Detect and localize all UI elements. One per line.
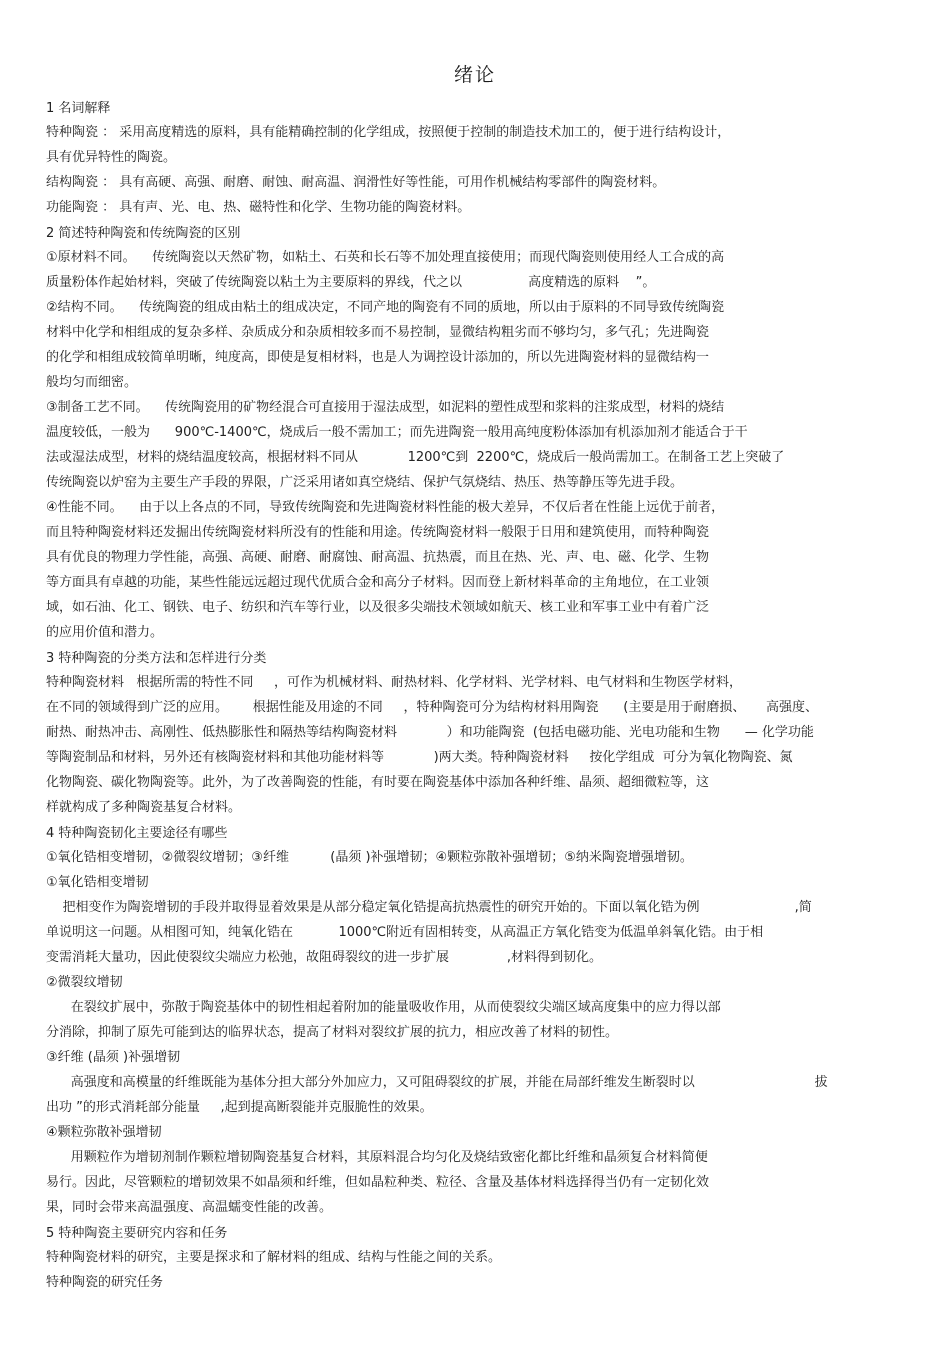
text-line: 易行。因此，尽管颗粒的增韧效果不如晶须和纤维，但如晶粒种类、粒径、含量及基体材料选择得当仍有一定韧化效 xyxy=(46,1175,710,1190)
text-line: 高强度和高模量的纤维既能为基体分担大部分外加应力，又可阻碍裂纹的扩展，并能在局部纤维发生断裂时以 拔 xyxy=(46,1075,828,1090)
text-line: ④性能不同。 由于以上各点的不同，导致传统陶瓷和先进陶瓷材料性能的极大差异，不仅后者在性能上远优于前者， xyxy=(46,500,725,515)
text-line: 等方面具有卓越的功能，某些性能远远超过现代优质合金和高分子材料。因而登上新材料革命的主角地位，在工业领 xyxy=(46,575,710,590)
text-line: 出功 ”的形式消耗部分能量 ,起到提高断裂能并克服脆性的效果。 xyxy=(46,1100,433,1115)
text-line: 域，如石油、化工、钢铁、电子、纺织和汽车等行业，以及很多尖端技术领域如航天、核工业和军事工业中有着广泛 xyxy=(46,600,710,615)
text-line: 用颗粒作为增韧剂制作颗粒增韧陶瓷基复合材料，其原料混合均匀化及烧结致密化都比纤维和晶须复合材料简便 xyxy=(46,1150,708,1165)
section-heading-3: 3 特种陶瓷的分类方法和怎样进行分类 xyxy=(46,651,267,666)
text-line: 具有优良的物理力学性能，高强、高硬、耐磨、耐腐蚀、耐高温、抗热震，而且在热、光、声、电、磁、化学、生物 xyxy=(46,550,710,565)
text-line: 功能陶瓷 ： 具有声、光、电、热、磁特性和化学、生物功能的陶瓷材料。 xyxy=(46,200,471,215)
text-line: 把相变作为陶瓷增韧的手段并取得显着效果是从部分稳定氧化锆提高抗热震性的研究开始的。下面以氧化锆为例 ,简 xyxy=(46,900,812,915)
section-heading-5: 5 特种陶瓷主要研究内容和任务 xyxy=(46,1226,228,1241)
sub-heading: ④颗粒弥散补强增韧 xyxy=(46,1125,162,1140)
text-line: 特种陶瓷的研究任务 xyxy=(46,1275,164,1290)
text-line: 特种陶瓷材料 根据所需的特性不同 ，可作为机械材料、耐热材料、化学材料、光学材料、电气材料和生物医学材料， xyxy=(46,675,743,690)
sub-heading: ③纤维 (晶须 )补强增韧 xyxy=(46,1050,181,1065)
text-line: 果，同时会带来高温强度、高温蠕变性能的改善。 xyxy=(46,1200,333,1215)
text-line: 的化学和相组成较简单明晰，纯度高，即使是复相材料，也是人为调控设计添加的，所以先进陶瓷材料的显微结构一 xyxy=(46,350,710,365)
text-line: 等陶瓷制品和材料，另外还有核陶瓷材料和其他功能材料等 )两大类。特种陶瓷材料 按化学组成 可分为氧化物陶瓷、氮 xyxy=(46,750,793,765)
text-line: 结构陶瓷 ： 具有高硬、高强、耐磨、耐蚀、耐高温、润滑性好等性能，可用作机械结构零部件的陶瓷材料。 xyxy=(46,175,666,190)
section-heading-4: 4 特种陶瓷韧化主要途径有哪些 xyxy=(46,826,228,841)
page-title: 绪论 xyxy=(453,64,496,86)
text-line: 特种陶瓷 ： 采用高度精选的原料，具有能精确控制的化学组成，按照便于控制的制造技术加工的，便于进行结构设计， xyxy=(46,125,731,140)
text-line: 传统陶瓷以炉窑为主要生产手段的界限，广泛采用诸如真空烧结、保护气氛烧结、热压、热等静压等先进手段。 xyxy=(46,475,684,490)
sub-heading: ②微裂纹增韧 xyxy=(46,975,123,990)
text-line: 单说明这一问题。从相图可知，纯氧化锆在 1000℃附近有固相转变，从高温正方氧化锆变为低温单斜氧化锆。由于相 xyxy=(46,925,764,940)
text-line: ③制备工艺不同。 传统陶瓷用的矿物经混合可直接用于湿法成型，如泥料的塑性成型和浆料的注浆成型，材料的烧结 xyxy=(46,400,725,415)
text-line: 而且特种陶瓷材料还发掘出传统陶瓷材料所没有的性能和用途。传统陶瓷材料一般限于日用和建筑使用，而特种陶瓷 xyxy=(46,525,710,540)
text-line: 变需消耗大量功，因此使裂纹尖端应力松弛，故阻碍裂纹的进一步扩展 ,材料得到韧化。 xyxy=(46,950,602,965)
text-line: ②结构不同。 传统陶瓷的组成由粘土的组成决定，不同产地的陶瓷有不同的质地，所以由于原料的不同导致传统陶瓷 xyxy=(46,300,725,315)
text-line: 化物陶瓷、碳化物陶瓷等。此外，为了改善陶瓷的性能，有时要在陶瓷基体中添加各种纤维、晶须、超细微粒等，这 xyxy=(46,775,710,790)
section-heading-1: 1 名词解释 xyxy=(46,101,111,116)
text-line: ①原材料不同。 传统陶瓷以天然矿物，如粘土、石英和长石等不加处理直接使用；而现代陶瓷则使用经人工合成的高 xyxy=(46,250,725,265)
text-line: 的应用价值和潜力。 xyxy=(46,625,164,640)
text-line: ①氧化锆相变增韧，②微裂纹增韧；③纤维 (晶须 )补强增韧；④颗粒弥散补强增韧；⑤纳米陶瓷增强增韧。 xyxy=(46,850,693,865)
text-line: 质量粉体作起始材料，突破了传统陶瓷以粘土为主要原料的界线，代之以 高度精选的原料 ”。 xyxy=(46,275,656,290)
text-line: 样就构成了多种陶瓷基复合材料。 xyxy=(46,800,242,815)
text-line: 材料中化学和相组成的复杂多样、杂质成分和杂质相较多而不易控制，显微结构粗劣而不够均匀，多气孔；先进陶瓷 xyxy=(46,325,710,340)
text-line: 分消除，抑制了原先可能到达的临界状态，提高了材料对裂纹扩展的抗力，相应改善了材料的韧性。 xyxy=(46,1025,619,1040)
text-line: 在不同的领域得到广泛的应用。 根据性能及用途的不同 ，特种陶瓷可分为结构材料用陶瓷 (主要是用于耐磨损、 高强度、 xyxy=(46,700,818,715)
sub-heading: ①氧化锆相变增韧 xyxy=(46,875,149,890)
text-line: 温度较低，一般为 900℃-1400℃，烧成后一般不需加工；而先进陶瓷一般用高纯度粉体添加有机添加剂才能适合于干 xyxy=(46,425,748,440)
text-line: 特种陶瓷材料的研究，主要是探求和了解材料的组成、结构与性能之间的关系。 xyxy=(46,1250,502,1265)
section-heading-2: 2 简述特种陶瓷和传统陶瓷的区别 xyxy=(46,226,241,241)
text-line: 法或湿法成型，材料的烧结温度较高，根据材料不同从 1200℃到 2200℃，烧成后一般尚需加工。在制备工艺上突破了 xyxy=(46,450,785,465)
text-line: 在裂纹扩展中，弥散于陶瓷基体中的韧性相起着附加的能量吸收作用，从而使裂纹尖端区域高度集中的应力得以部 xyxy=(46,1000,721,1015)
text-line: 具有优异特性的陶瓷。 xyxy=(46,150,177,165)
text-line: 耐热、耐热冲击、高刚性、低热膨胀性和隔热等结构陶瓷材料 ）和功能陶瓷 (包括电磁功能、光电功能和生物 — 化学功能 xyxy=(46,725,814,740)
text-line: 般均匀而细密。 xyxy=(46,375,138,390)
